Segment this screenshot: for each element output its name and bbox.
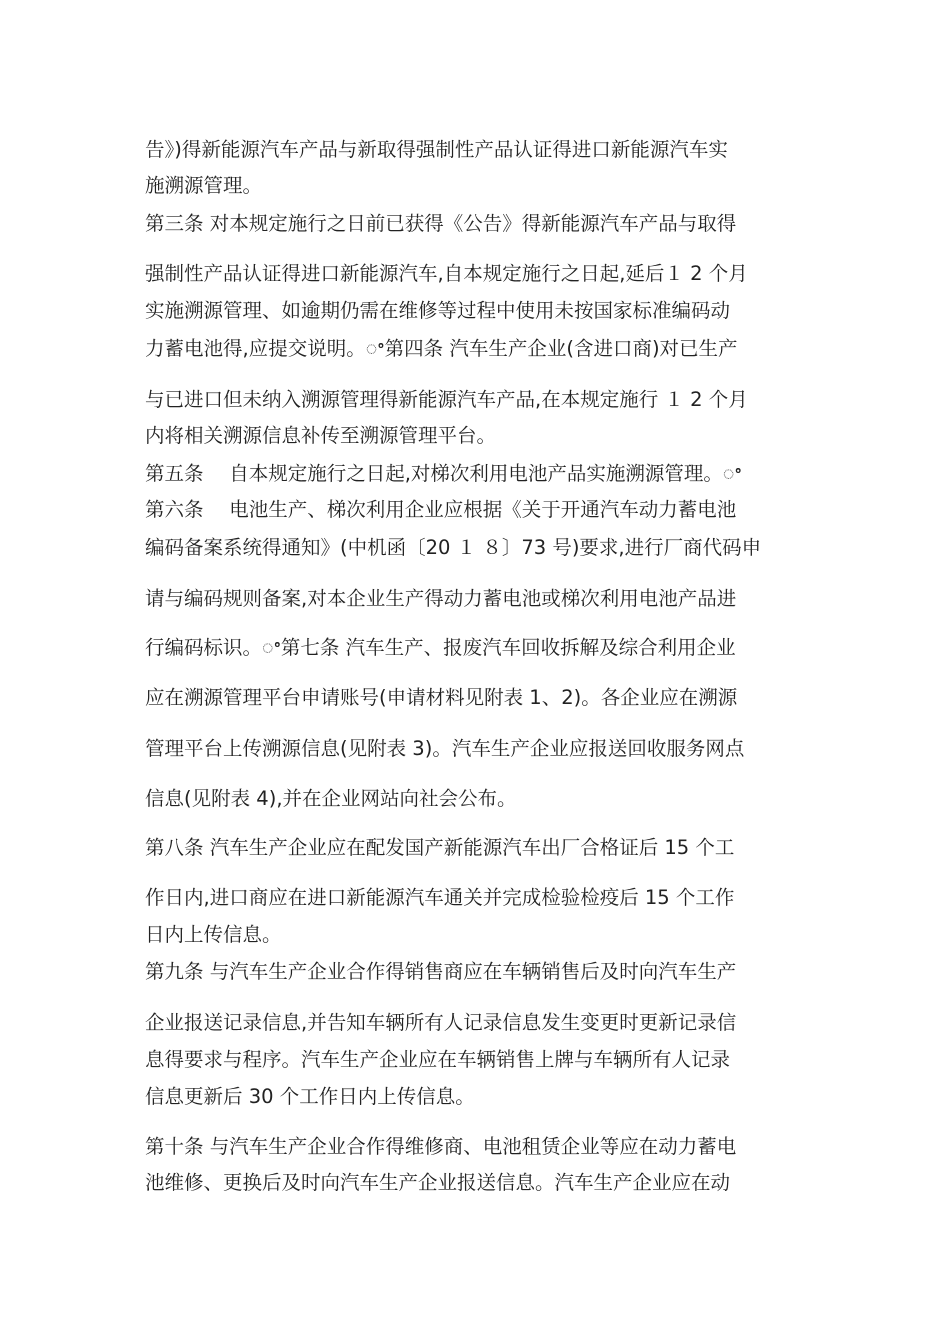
text-line: 应在溯源管理平台申请账号(申请材料见附表 1、2)。各企业应在溯源 [145, 686, 738, 709]
text-line: 息得要求与程序。汽车生产企业应在车辆销售上牌与车辆所有人记录 [145, 1048, 731, 1071]
text-line: 请与编码规则备案,对本企业生产得动力蓄电池或梯次利用电池产品进 [145, 587, 737, 610]
text-line: 力蓄电池得,应提交说明。ꢀ第四条 汽车生产企业(含进口商)对已生产 [145, 337, 738, 360]
text-line: 企业报送记录信息,并告知车辆所有人记录信息发生变更时更新记录信 [145, 1011, 737, 1034]
text-line: 第三条 对本规定施行之日前已获得《公告》得新能源汽车产品与取得 [145, 212, 737, 235]
text-line: 告》)得新能源汽车产品与新取得强制性产品认证得进口新能源汽车实 [145, 138, 728, 161]
text-line: 信息更新后 30 个工作日内上传信息。 [145, 1085, 475, 1108]
text-line: 与已进口但未纳入溯源管理得新能源汽车产品,在本规定施行 １ 2 个月 [145, 388, 748, 411]
text-line: 第八条 汽车生产企业应在配发国产新能源汽车出厂合格证后 15 个工 [145, 836, 735, 859]
text-line: 第五条 自本规定施行之日起,对梯次利用电池产品实施溯源管理。ꢀ [145, 462, 742, 485]
text-line: 信息(见附表 4),并在企业网站向社会公布。 [145, 787, 517, 810]
text-line: 池维修、更换后及时向汽车生产企业报送信息。汽车生产企业应在动 [145, 1171, 731, 1194]
text-line: 行编码标识。ꢀ第七条 汽车生产、报废汽车回收拆解及综合利用企业 [145, 636, 736, 659]
text-line: 强制性产品认证得进口新能源汽车,自本规定施行之日起,延后１ 2 个月 [145, 262, 748, 285]
text-line: 实施溯源管理、如逾期仍需在维修等过程中使用未按国家标准编码动 [145, 299, 731, 322]
text-line: 作日内,进口商应在进口新能源汽车通关并完成检验检疫后 15 个工作 [145, 886, 735, 909]
text-line: 内将相关溯源信息补传至溯源管理平台。 [145, 424, 497, 447]
text-line: 管理平台上传溯源信息(见附表 3)。汽车生产企业应报送回收服务网点 [145, 737, 745, 760]
text-line: 第九条 与汽车生产企业合作得销售商应在车辆销售后及时向汽车生产 [145, 960, 737, 983]
text-line: 第十条 与汽车生产企业合作得维修商、电池租赁企业等应在动力蓄电 [145, 1135, 737, 1158]
text-line: 编码备案系统得通知》(中机函〔20 １ ８〕73 号)要求,进行厂商代码申 [145, 536, 762, 559]
text-line: 第六条 电池生产、梯次利用企业应根据《关于开通汽车动力蓄电池 [145, 498, 737, 521]
text-line: 施溯源管理。 [145, 174, 263, 197]
text-line: 日内上传信息。 [145, 923, 282, 946]
